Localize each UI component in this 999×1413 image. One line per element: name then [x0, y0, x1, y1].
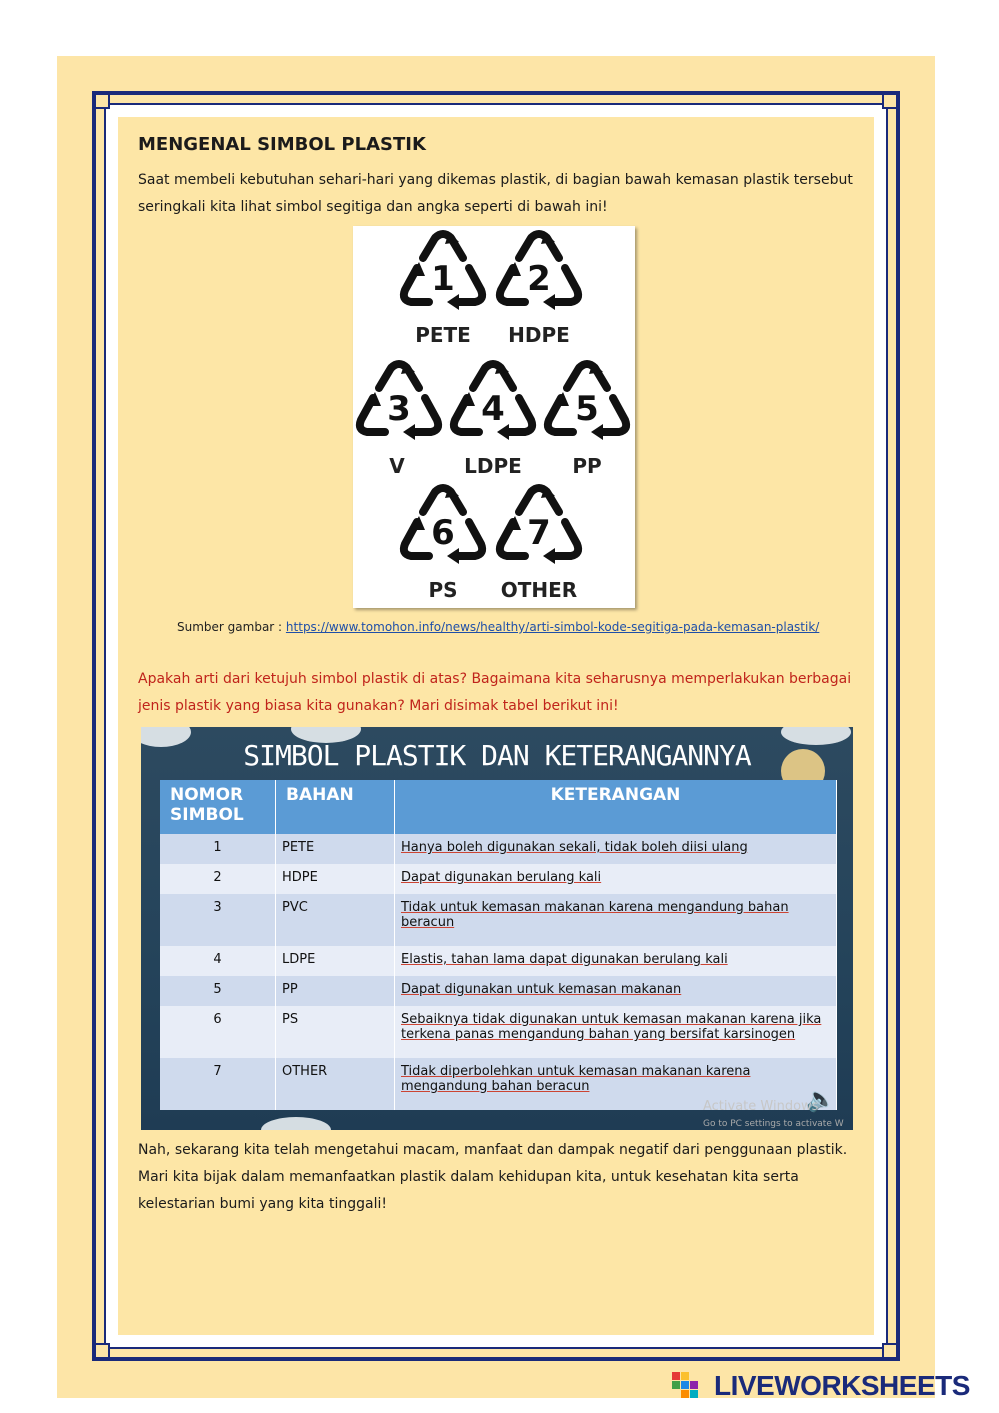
- symbol-label: V: [389, 454, 405, 478]
- table-row: [160, 864, 837, 894]
- symbol-table: [160, 780, 837, 1110]
- svg-text:2: 2: [527, 259, 551, 299]
- cell-material: PVC: [276, 894, 395, 946]
- cell-material: LDPE: [276, 946, 395, 976]
- table-row: [160, 946, 837, 976]
- frame-corner: [882, 93, 898, 109]
- frame-corner: [882, 1343, 898, 1359]
- symbol-label: LDPE: [464, 454, 522, 478]
- cell-number: 3: [160, 894, 276, 946]
- recycle-symbol-6-icon: [397, 482, 489, 574]
- activation-watermark: Activate Windows: [703, 1099, 819, 1114]
- cell-description: Hanya boleh digunakan sekali, tidak boleh diisi ulang: [395, 834, 837, 864]
- cell-description: Dapat digunakan untuk kemasan makanan: [395, 976, 837, 1006]
- cell-number: 2: [160, 864, 276, 894]
- column-header: NOMOR SIMBOL: [160, 780, 276, 834]
- symbol-label: HDPE: [508, 323, 570, 347]
- symbol-label: PP: [572, 454, 602, 478]
- cell-description: Dapat digunakan berulang kali: [395, 864, 837, 894]
- symbol-label: PS: [428, 578, 458, 602]
- cell-material: PP: [276, 976, 395, 1006]
- frame-corner: [94, 93, 110, 109]
- cell-number: 5: [160, 976, 276, 1006]
- cell-description: Elastis, tahan lama dapat digunakan berulang kali: [395, 946, 837, 976]
- table-row: [160, 976, 837, 1006]
- question-paragraph: Apakah arti dari ketujuh simbol plastik di atas? Bagaimana kita seharusnya memperlakukan berbagai jenis plastik yang biasa kita gunakan? Mari disimak tabel berikut ini!: [138, 671, 852, 714]
- cell-number: 1: [160, 834, 276, 864]
- image-source: [177, 620, 819, 634]
- symbol-table-panel: [141, 727, 853, 1130]
- frame-corner: [94, 1343, 110, 1359]
- cell-material: HDPE: [276, 864, 395, 894]
- svg-text:4: 4: [481, 389, 505, 429]
- svg-text:5: 5: [575, 389, 599, 429]
- recycle-symbol-4-icon: [447, 358, 539, 450]
- closing-paragraph: Nah, sekarang kita telah mengetahui macam, manfaat dan dampak negatif dari penggunaan plastik. Mari kita bijak dalam memanfaatkan plastik dalam kehidupan kita, untuk kesehatan kita serta kelestarian bumi yang kita tinggali!: [138, 1142, 848, 1212]
- table-row: [160, 1006, 837, 1058]
- recycle-symbol-2-icon: [493, 228, 585, 320]
- svg-text:3: 3: [387, 389, 411, 429]
- cell-number: 6: [160, 1006, 276, 1058]
- recycle-symbol-7-icon: [493, 482, 585, 574]
- svg-text:7: 7: [527, 513, 551, 553]
- speaker-icon[interactable]: 🔈: [806, 1085, 836, 1113]
- recycle-symbol-5-icon: [541, 358, 633, 450]
- activation-watermark-sub: Go to PC settings to activate W: [703, 1119, 844, 1129]
- cell-material: OTHER: [276, 1058, 395, 1110]
- table-title: SIMBOL PLASTIK DAN KETERANGANNYA: [243, 739, 751, 772]
- symbol-label: OTHER: [500, 578, 578, 602]
- column-header: BAHAN: [276, 780, 395, 834]
- intro-paragraph: Saat membeli kebutuhan sehari-hari yang dikemas plastik, di bagian bawah kemasan plastik tersebut seringkali kita lihat simbol segitiga dan angka seperti di bawah ini!: [138, 172, 853, 215]
- liveworksheets-logo-icon: [672, 1372, 712, 1400]
- symbol-label: PETE: [415, 323, 471, 347]
- recycle-symbol-3-icon: [353, 358, 445, 450]
- source-label: Sumber gambar :: [177, 620, 283, 634]
- table-row: [160, 834, 837, 864]
- svg-text:6: 6: [431, 513, 455, 553]
- recycle-symbol-1-icon: [397, 228, 489, 320]
- table-row: [160, 894, 837, 946]
- cell-description: Tidak diperbolehkan untuk kemasan makanan karena mengandung bahan beracun: [395, 1058, 837, 1110]
- cell-description: Tidak untuk kemasan makanan karena mengandung bahan beracun: [395, 894, 837, 946]
- cell-number: 4: [160, 946, 276, 976]
- plastic-symbols-image: [353, 226, 635, 608]
- source-link[interactable]: https://www.tomohon.info/news/healthy/arti-simbol-kode-segitiga-pada-kemasan-plastik/: [285, 620, 820, 634]
- cell-material: PETE: [276, 834, 395, 864]
- column-header: KETERANGAN: [395, 780, 837, 834]
- table-header-row: [160, 780, 837, 834]
- cell-material: PS: [276, 1006, 395, 1058]
- cell-description: Sebaiknya tidak digunakan untuk kemasan makanan karena jika terkena panas mengandung bahan yang bersifat karsinogen: [395, 1006, 837, 1058]
- page-title: MENGENAL SIMBOL PLASTIK: [138, 134, 426, 155]
- cell-number: 7: [160, 1058, 276, 1110]
- brand-wordmark[interactable]: LIVEWORKSHEETS: [714, 1370, 970, 1401]
- decorative-cloud: [261, 1117, 331, 1130]
- svg-text:1: 1: [431, 259, 455, 299]
